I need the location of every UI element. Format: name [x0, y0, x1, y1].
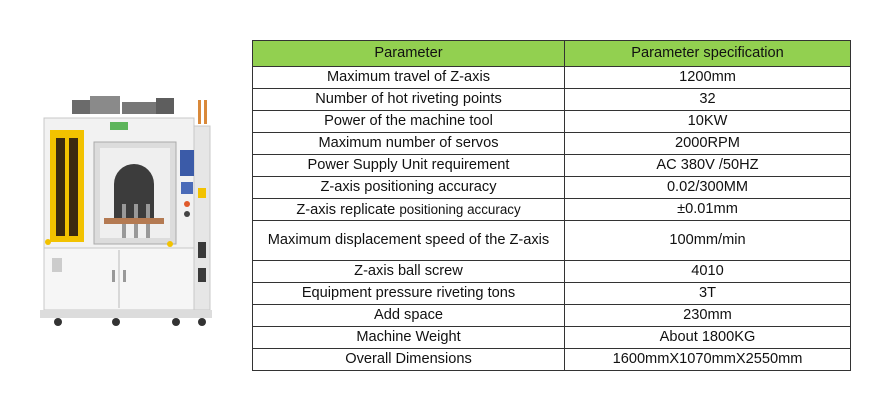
- param-cell: Overall Dimensions: [253, 349, 565, 371]
- table-row: [253, 155, 851, 177]
- table-row: [253, 199, 851, 221]
- value-cell: 3T: [565, 283, 851, 305]
- param-cell: Maximum travel of Z-axis: [253, 67, 565, 89]
- table-row: [253, 261, 851, 283]
- value-cell: 1600mmX1070mmX2550mm: [565, 349, 851, 371]
- value-cell: 1200mm: [565, 67, 851, 89]
- value-cell: 2000RPM: [565, 133, 851, 155]
- param-cell: Equipment pressure riveting tons: [253, 283, 565, 305]
- param-text-small: positioning accuracy: [399, 201, 521, 217]
- param-text: Z-axis replicate: [296, 201, 400, 218]
- value-cell: 0.02/300MM: [565, 177, 851, 199]
- hot-riveting-machine-icon: [30, 92, 230, 328]
- table-row: [253, 305, 851, 327]
- spec-table: [252, 40, 851, 371]
- value-cell: 10KW: [565, 111, 851, 133]
- table-row: [253, 221, 851, 261]
- param-cell: Power of the machine tool: [253, 111, 565, 133]
- param-cell: Z-axis ball screw: [253, 261, 565, 283]
- value-cell: ±0.01mm: [565, 199, 851, 221]
- table-row: [253, 349, 851, 371]
- param-cell: Maximum number of servos: [253, 133, 565, 155]
- table-row: [253, 177, 851, 199]
- param-cell: Add space: [253, 305, 565, 327]
- table-row: [253, 133, 851, 155]
- machine-image: [30, 92, 230, 328]
- param-cell: Number of hot riveting points: [253, 89, 565, 111]
- param-cell: Z-axis positioning accuracy: [253, 177, 565, 199]
- param-cell: Power Supply Unit requirement: [253, 155, 565, 177]
- value-cell: 4010: [565, 261, 851, 283]
- table-row: [253, 283, 851, 305]
- value-cell: 32: [565, 89, 851, 111]
- table-row: [253, 111, 851, 133]
- value-cell: AC 380V /50HZ: [565, 155, 851, 177]
- header-parameter: Parameter: [253, 41, 565, 67]
- value-cell: About 1800KG: [565, 327, 851, 349]
- param-cell: [253, 199, 565, 221]
- table-row: [253, 89, 851, 111]
- param-cell: Maximum displacement speed of the Z-axis: [253, 221, 565, 261]
- header-row: [253, 41, 851, 67]
- param-cell: Machine Weight: [253, 327, 565, 349]
- value-cell: 230mm: [565, 305, 851, 327]
- table-row: [253, 327, 851, 349]
- value-cell: 100mm/min: [565, 221, 851, 261]
- header-specification: Parameter specification: [565, 41, 851, 67]
- table-row: [253, 67, 851, 89]
